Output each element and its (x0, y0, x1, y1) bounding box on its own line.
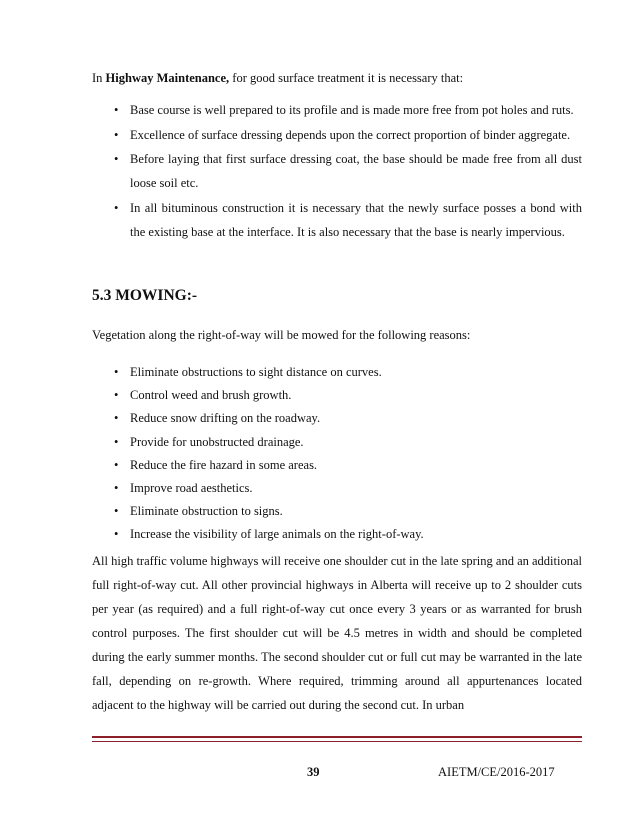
bullet-icon: • (114, 127, 119, 142)
bullet-icon: • (114, 388, 119, 403)
footer-rule-thick (92, 736, 582, 738)
list-item-text: Increase the visibility of large animals on the right-of-way. (130, 527, 424, 542)
list-item (92, 361, 582, 384)
list-item-text: Before laying that first surface dressing coat, the base should be made free from all dust loose soil etc. (130, 152, 582, 190)
bullet-icon: • (114, 527, 119, 542)
list-item (92, 196, 582, 244)
list-item-text: Control weed and brush growth. (130, 388, 292, 403)
footer-code: AIETM/CE/2016-2017 (438, 765, 555, 779)
list-item (92, 123, 582, 147)
list-item-text: Reduce the fire hazard in some areas. (130, 457, 318, 472)
list-item (92, 454, 582, 477)
surface-treatment-list (92, 98, 582, 244)
bullet-icon: • (114, 411, 119, 426)
list-item (92, 500, 582, 523)
intro-suffix: for good surface treatment it is necessary that: (229, 71, 464, 85)
list-item-text: Eliminate obstruction to signs. (130, 504, 283, 519)
list-item-text: Improve road aesthetics. (130, 481, 253, 496)
list-item-text: Eliminate obstructions to sight distance on curves. (130, 365, 382, 379)
intro-prefix: In (92, 71, 106, 85)
footer-rule-thin (92, 741, 582, 742)
mowing-reasons-list (92, 361, 582, 547)
bullet-icon: • (114, 457, 119, 472)
intro-paragraph (92, 66, 582, 90)
list-item (92, 384, 582, 407)
section-heading: 5.3 MOWING:- (92, 287, 198, 304)
body-paragraph: All high traffic volume highways will receive one shoulder cut in the late spring and an additional full right-of-way cut. All other provincial highways in Alberta will receive up to 2 shoulder cuts per year (as required) and a full right-of-way cut once every 3 years or as warranted for brush control purposes. The first shoulder cut will be 4.5 metres in width and should be completed during the early summer months. The second shoulder cut or full cut may be warranted in the late fall, depending on re-growth. Where required, trimming around all appurtenances located adjacent to the highway will be carried out during the second cut. In urban (92, 554, 582, 712)
list-item-text: Base course is well prepared to its profile and is made more free from pot holes and ruts. (130, 103, 574, 117)
bullet-icon: • (114, 434, 119, 449)
list-item-text: In all bituminous construction it is necessary that the newly surface posses a bond with the existing base at the interface. It is also necessary that the base is nearly impervious. (130, 200, 582, 239)
bullet-icon: • (114, 504, 119, 519)
list-item (92, 477, 582, 500)
list-item (92, 523, 582, 546)
list-item (92, 431, 582, 454)
list-item (92, 407, 582, 430)
list-item (92, 147, 582, 195)
intro-bold-term: Highway Maintenance, (105, 71, 230, 85)
list-item-text: Reduce snow drifting on the roadway. (130, 411, 321, 426)
list-item (92, 98, 582, 122)
bullet-icon: • (114, 481, 119, 496)
bullet-icon: • (114, 152, 119, 166)
list-item-text: Excellence of surface dressing depends upon the correct proportion of binder aggregate. (130, 127, 571, 142)
page-number: 39 (307, 765, 320, 779)
mowing-intro: Vegetation along the right-of-way will be mowed for the following reasons: (92, 328, 471, 342)
list-item-text: Provide for unobstructed drainage. (130, 434, 304, 449)
bullet-icon: • (114, 103, 119, 117)
bullet-icon: • (114, 365, 119, 379)
bullet-icon: • (114, 200, 119, 215)
